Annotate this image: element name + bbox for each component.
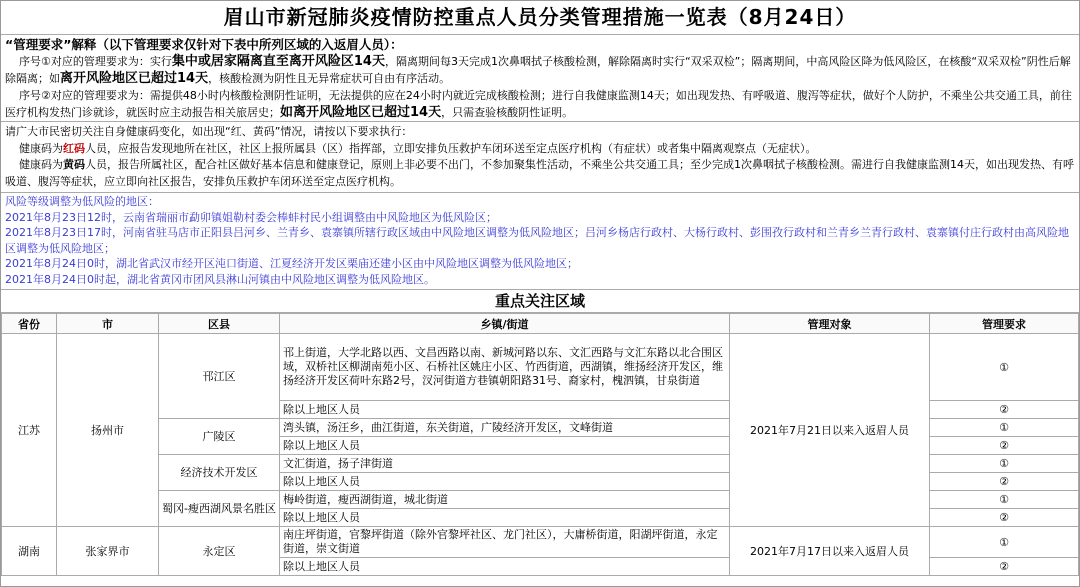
cell-province-hunan: 湖南: [2, 527, 57, 576]
cell-requirement: ②: [930, 473, 1079, 491]
explanation-heading: “管理要求”解释（以下管理要求仅针对下表中所列区域的入返眉人员）：: [5, 37, 403, 52]
cell-streets-hanjiang: 邗上街道，大学北路以西、文昌西路以南、新城河路以东、文汇西路与文汇东路以北合围区域，双桥社区柳湖南苑小区、石桥社区姚庄小区、竹西街道，西湖镇，维扬经济开发区，维扬经济开发区荷叶东路2号，汊河街道方巷镇朝阳路31号、裔家村，槐泗镇，甘泉街道: [280, 334, 730, 401]
cell-target-hunan: 2021年7月17日以来入返眉人员: [730, 527, 930, 576]
cell-city-zhangjiajie: 张家界市: [57, 527, 159, 576]
header-requirement: 管理要求: [930, 314, 1079, 334]
req1-emphasis-14days: 离开风险地区已超过14天: [60, 71, 209, 86]
header-province: 省份: [2, 314, 57, 334]
cell-requirement: ①: [930, 334, 1079, 401]
cell-other-areas: 除以上地区人员: [280, 437, 730, 455]
req2-part-c: ，只需查验核酸阴性证明。: [441, 106, 574, 119]
cell-requirement: ①: [930, 455, 1079, 473]
cell-requirement: ②: [930, 437, 1079, 455]
risk-update-item: 2021年8月23日17时，河南省驻马店市正阳县吕河乡、兰青乡、袁寨镇所辖行政区域由中风险地区调整为低风险地区；吕河乡杨店行政村、大杨行政村、彭围孜行政村和兰青乡兰青行政村、袁寨镇付庄行政村由高风险地区调整为低风险地区；: [5, 226, 1069, 255]
req1-part-e: ，核酸检测为阴性且无异常症状可自由有序活动。: [208, 72, 451, 85]
table-row: [2, 527, 1079, 558]
cell-district-guangling: 广陵区: [159, 419, 280, 455]
cell-district-shugang: 蜀冈-瘦西湖风景名胜区: [159, 491, 280, 527]
req1-part-c: ，隔离期间每3天完成1次鼻咽拭子核酸检测，解除隔离时实行“双采双检”；隔离期间，中高风险区降为低风险区，在核酸“双采双检”阴性后解除隔离；如: [5, 55, 1071, 85]
req1-emphasis-quarantine: 集中或居家隔离直至离开风险区14天: [171, 54, 385, 69]
cell-streets-shugang: 梅岭街道，瘦西湖街道，城北街道: [280, 491, 730, 509]
yellow-code-label: 黄码: [63, 158, 85, 171]
req1-part-a: 序号①对应的管理要求为：实行: [19, 55, 172, 68]
cell-target-jiangsu: 2021年7月21日以来入返眉人员: [730, 334, 930, 527]
requirement-2-text: [5, 87, 1075, 121]
cell-streets-guangling: 湾头镇，汤汪乡，曲江街道，东关街道，广陵经济开发区，文峰街道: [280, 419, 730, 437]
risk-update-item: 2021年8月24日0时，湖北省武汉市经开区沌口街道、江夏经济开发区栗庙还建小区由中风险地区调整为低风险地区；: [5, 257, 578, 270]
cell-other-areas: 除以上地区人员: [280, 401, 730, 419]
header-district: 区县: [159, 314, 280, 334]
table-header-row: [2, 314, 1079, 334]
header-city: 市: [57, 314, 159, 334]
risk-update-heading: 风险等级调整为低风险的地区：: [5, 195, 159, 208]
health-code-notice: [1, 122, 1079, 193]
red-code-c: 人员，应报告发现地所在社区，社区上报所属县（区）指挥部，立即安排负压救护车闭环送至定点医疗机构（有症状）或者集中隔离观察点（无症状）。: [85, 141, 817, 155]
page-title: 眉山市新冠肺炎疫情防控重点人员分类管理措施一览表（8月24日）: [1, 1, 1079, 35]
yellow-code-c: 人员，报告所属社区，配合社区做好基本信息和健康登记，原则上非必要不出门，不参加聚集性活动，不乘坐公共交通工具；至少完成1次鼻咽拭子核酸检测。需进行自我健康监测14天，如出现发热、有呼吸道、腹泻等症状，应立即向社区报告，安排负压救护车闭环送至定点医疗机构。: [5, 158, 1074, 188]
cell-other-areas: 除以上地区人员: [280, 509, 730, 527]
cell-other-areas: 除以上地区人员: [280, 473, 730, 491]
requirement-1-text: [5, 53, 1075, 87]
risk-update-item: 2021年8月24日0时起，湖北省黄冈市团风县淋山河镇由中风险地区调整为低风险地区。: [5, 272, 435, 286]
cell-streets-econ-dev: 文汇街道，扬子津街道: [280, 455, 730, 473]
cell-requirement: ②: [930, 509, 1079, 527]
cell-district-yongding: 永定区: [159, 527, 280, 576]
header-street: 乡镇/街道: [280, 314, 730, 334]
key-areas-table: [1, 313, 1079, 576]
health-code-intro: 请广大市民密切关注自身健康码变化，如出现“红、黄码”情况，请按以下要求执行：: [5, 125, 413, 138]
cell-province-jiangsu: 江苏: [2, 334, 57, 527]
cell-district-econ-dev: 经济技术开发区: [159, 455, 280, 491]
red-code-rule: [5, 141, 1075, 158]
yellow-code-rule: [5, 157, 1075, 190]
cell-district-hanjiang: 邗江区: [159, 334, 280, 419]
cell-requirement: ②: [930, 401, 1079, 419]
cell-other-areas: 除以上地区人员: [280, 558, 730, 576]
red-code-a: 健康码为: [19, 141, 63, 155]
req2-part-a: 序号②对应的管理要求为：需提供48小时内核酸检测阴性证明，无法提供的应在24小时内就近完成核酸检测；进行自我健康监测14天；如出现发热、有呼吸道、腹泻等症状，做好个人防护，不乘坐公共交通工具，前往医疗机构发热门诊就诊，就医时应主动报告相关旅居史；: [5, 89, 1072, 119]
risk-update-item: 2021年8月23日12时，云南省瑞丽市勐卯镇姐勒村委会棒蚌村民小组调整由中风险地区为低风险区；: [5, 210, 497, 224]
req2-emphasis-14days: 如离开风险地区已超过14天: [280, 105, 442, 120]
table-row: [2, 334, 1079, 401]
risk-level-updates: [1, 193, 1079, 290]
management-explanation: [1, 35, 1079, 122]
cell-requirement: ①: [930, 491, 1079, 509]
yellow-code-a: 健康码为: [19, 158, 63, 171]
cell-city-yangzhou: 扬州市: [57, 334, 159, 527]
cell-requirement: ①: [930, 527, 1079, 558]
cell-streets-yongding: 南庄坪街道，官黎坪街道（除外官黎坪社区、龙门社区），大庸桥街道，阳湖坪街道，永定街道，崇文街道: [280, 527, 730, 558]
red-code-label: 红码: [63, 141, 85, 155]
cell-requirement: ②: [930, 558, 1079, 576]
header-target: 管理对象: [730, 314, 930, 334]
cell-requirement: ①: [930, 419, 1079, 437]
section-title-key-areas: 重点关注区域: [1, 290, 1079, 313]
